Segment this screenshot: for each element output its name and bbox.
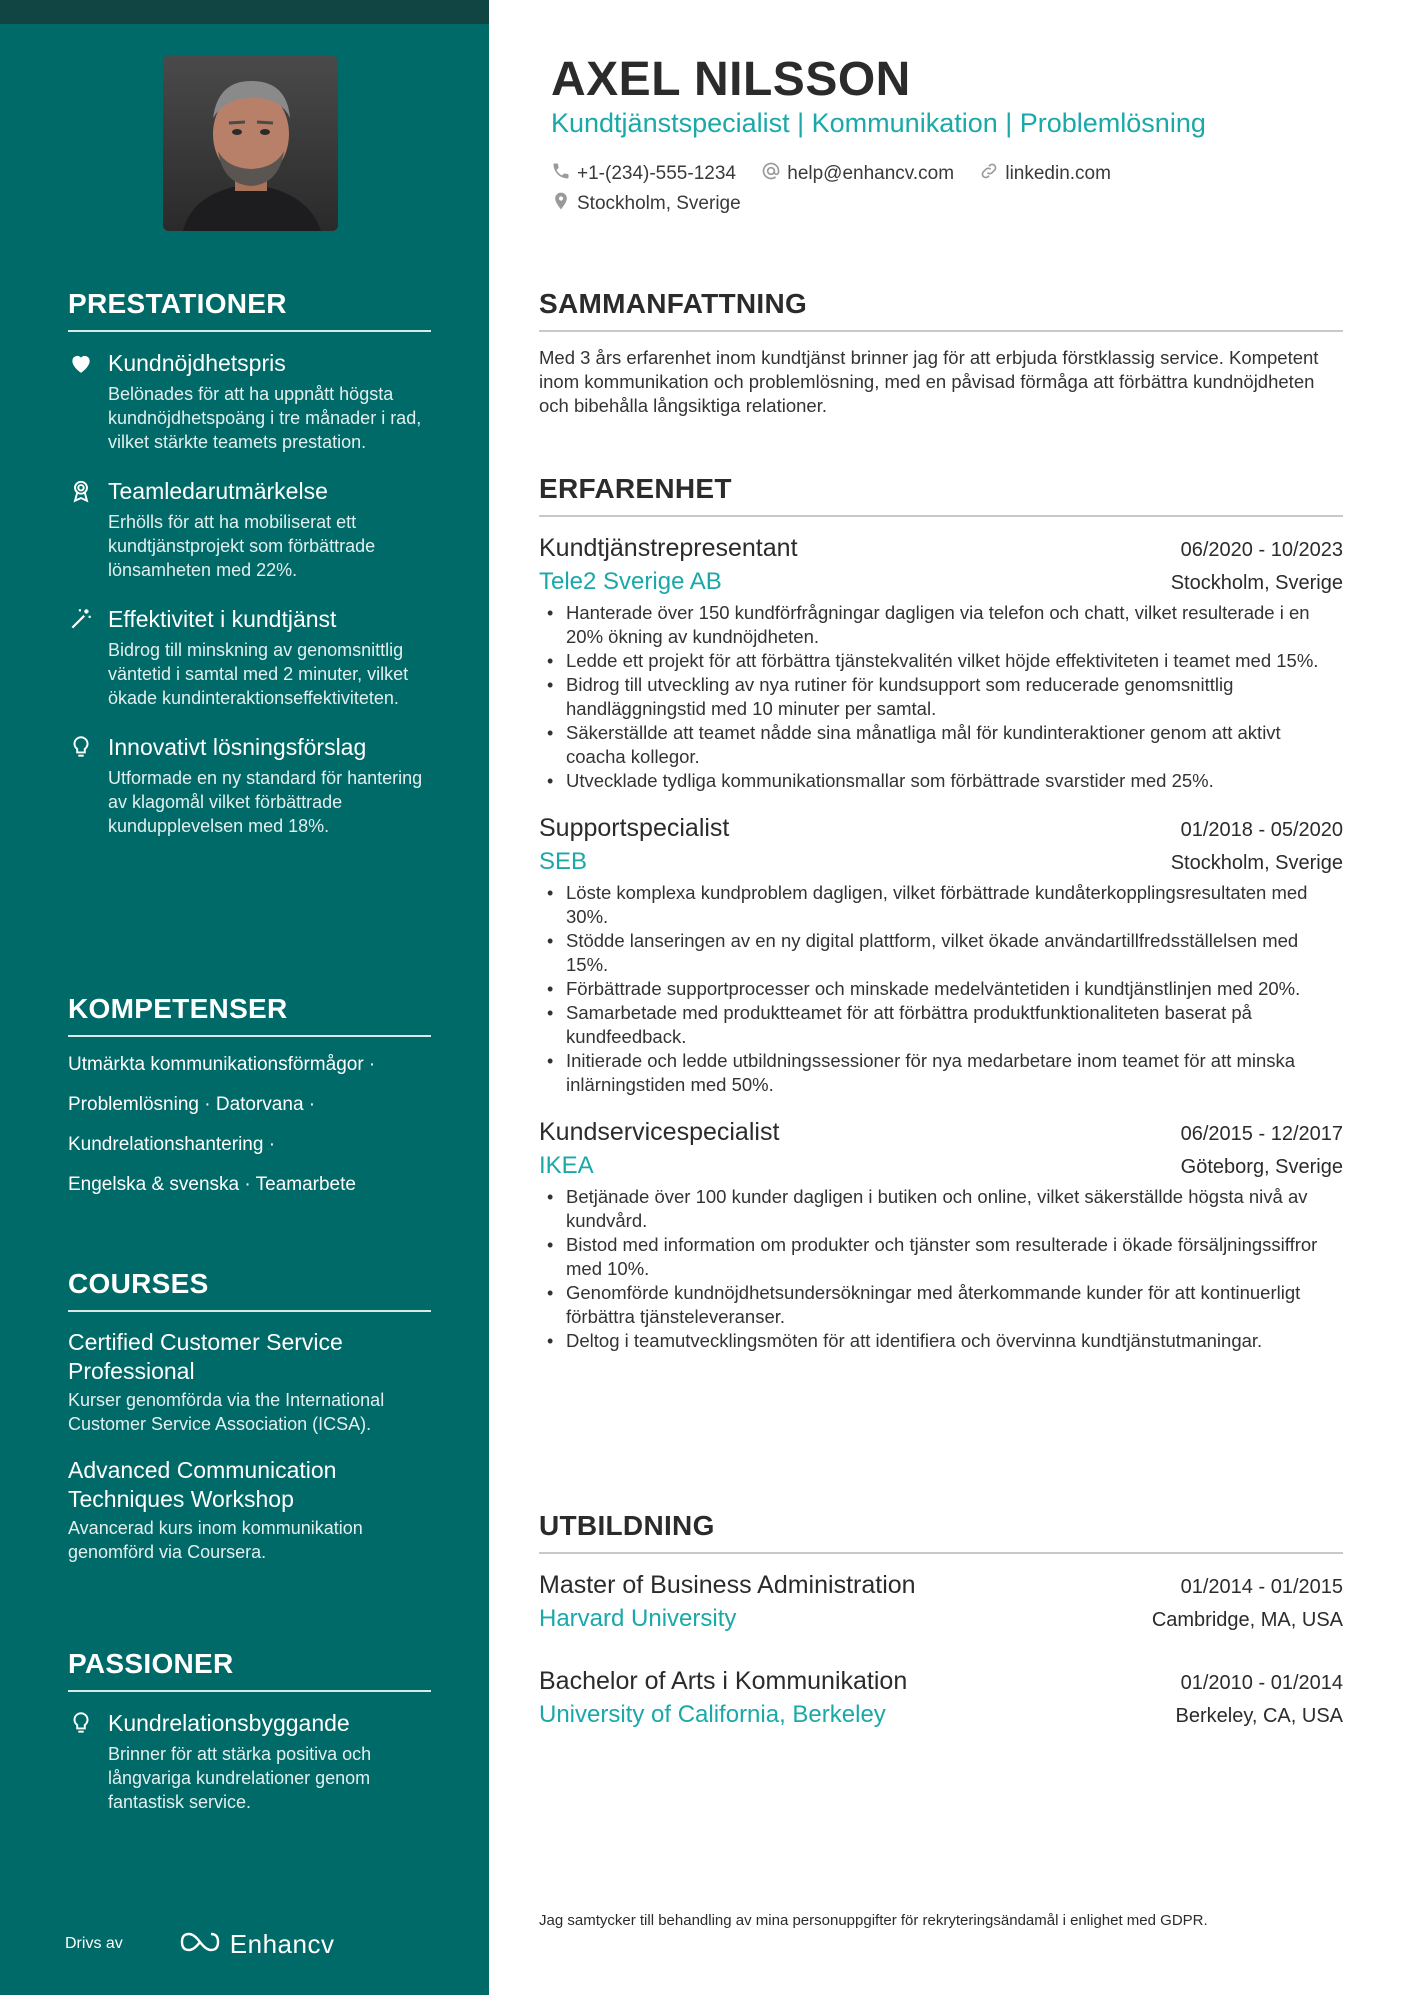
education-entry <box>539 1664 1343 1732</box>
phone-contact[interactable] <box>551 160 736 188</box>
enhancv-logo[interactable] <box>178 1929 335 1960</box>
job-location: Göteborg, Sverige <box>1180 1156 1343 1178</box>
summary-heading: SAMMANFATTNING <box>539 288 1343 332</box>
sidebar <box>0 0 489 1995</box>
job-bullet: • Utvecklade tydliga kommunikationsmallar som förbättrade svarstider med 25%. <box>539 769 1343 793</box>
brand-name: Enhancv <box>229 1928 335 1959</box>
course-item <box>68 1328 431 1436</box>
course-desc: Kurser genomförda via the International Customer Service Association (ICSA). <box>68 1390 385 1434</box>
job-location: Stockholm, Sverige <box>1170 572 1343 594</box>
achievement-item <box>68 476 431 582</box>
courses-heading: COURSES <box>68 1268 431 1312</box>
job-bullet: • Ledde ett projekt för att förbättra tjänstekvalitén vilket höjde effektiviteten i teamet med 15%. <box>539 649 1343 673</box>
lightbulb-icon <box>68 734 94 760</box>
job-bullets <box>539 601 1343 793</box>
job-title: Supportspecialist <box>539 814 730 842</box>
job-bullet: • Initierade och ledde utbildningssessioner för nya medarbetare inom teamet för att minska inlärningstiden med 50%. <box>539 1049 1343 1097</box>
passions-section <box>68 1648 431 1814</box>
skill-line: Engelska & svenska · Teamarbete <box>68 1174 356 1195</box>
job-entry <box>539 811 1343 1097</box>
job-entry <box>539 1115 1343 1353</box>
skill-line: Utmärkta kommunikationsförmågor · <box>68 1054 376 1075</box>
job-dates: 06/2015 - 12/2017 <box>1180 1123 1343 1145</box>
passion-item <box>68 1708 431 1814</box>
experience-heading: ERFARENHET <box>539 473 1343 517</box>
heart-icon <box>68 350 94 376</box>
school-location: Berkeley, CA, USA <box>1175 1705 1343 1727</box>
job-company: SEB <box>539 848 588 875</box>
achievement-desc: Utformade en ny standard för hantering av klagomål vilket förbättrade kundupplevelsen med 18%. <box>108 768 423 836</box>
location-contact <box>551 190 741 218</box>
job-bullet: • Löste komplexa kundproblem dagligen, vilket förbättrade kundåterkopplingsresultaten med 30%. <box>539 881 1343 929</box>
achievement-item <box>68 604 431 710</box>
achievement-title: Innovativt lösningsförslag <box>108 734 367 760</box>
achievement-title: Teamledarutmärkelse <box>108 478 328 504</box>
email-text: help@enhancv.com <box>787 163 955 184</box>
passions-heading: PASSIONER <box>68 1648 431 1692</box>
achievements-section <box>68 288 431 838</box>
job-bullet: • Deltog i teamutvecklingsmöten för att identifiera och övervinna kundtjänstutmaningar. <box>539 1329 1343 1353</box>
email-contact[interactable] <box>761 160 954 188</box>
job-bullet: • Hanterade över 150 kundförfrågningar dagligen via telefon och chatt, vilket resulterade i en 20% ökning av kundnöjdheten. <box>539 601 1343 649</box>
job-bullet: • Bidrog till utveckling av nya rutiner för kundsupport som reducerade genomsnittlig handläggningstid med 10 minuter per samtal. <box>539 673 1343 721</box>
achievement-item <box>68 732 431 838</box>
courses-section <box>68 1268 431 1564</box>
education-entry <box>539 1568 1343 1636</box>
lightbulb-icon <box>68 1710 94 1736</box>
job-bullets <box>539 1185 1343 1353</box>
location-pin-icon <box>551 191 577 217</box>
job-title: Kundtjänstrepresentant <box>539 534 798 562</box>
degree-title: Bachelor of Arts i Kommunikation <box>539 1667 908 1695</box>
education-heading: UTBILDNING <box>539 1510 1343 1554</box>
job-company: Tele2 Sverige AB <box>539 568 722 595</box>
job-bullet: • Säkerställde att teamet nådde sina månatliga mål för kundinteraktioner genom att aktivt coacha kollegor. <box>539 721 1343 769</box>
education-section <box>539 1510 1343 1732</box>
course-title: Certified Customer Service Professional <box>68 1329 343 1384</box>
gdpr-consent: Jag samtycker till behandling av mina personuppgifter för rekryteringsändamål i enlighet med GDPR. <box>539 1912 1208 1929</box>
achievement-title: Kundnöjdhetspris <box>108 350 286 376</box>
passion-desc: Brinner för att stärka positiva och långvariga kundrelationer genom fantastisk service. <box>108 1744 372 1812</box>
education-dates: 01/2014 - 01/2015 <box>1180 1576 1343 1598</box>
school-name: University of California, Berkeley <box>539 1701 886 1728</box>
award-icon <box>68 478 94 504</box>
skills-heading: KOMPETENSER <box>68 993 431 1037</box>
summary-section <box>539 288 1343 418</box>
achievement-desc: Belönades för att ha uppnått högsta kundnöjdhetspoäng i tre månader i rad, vilket stärkte teamets prestation. <box>108 384 422 452</box>
job-bullet: • Genomförde kundnöjdhetsundersökningar med återkommande kunder för att kontinuerligt förbättra tjänsteleveranser. <box>539 1281 1343 1329</box>
link-icon <box>979 161 1005 187</box>
candidate-name: AXEL NILSSON <box>551 53 911 106</box>
degree-title: Master of Business Administration <box>539 1571 916 1599</box>
achievement-item <box>68 348 431 454</box>
school-location: Cambridge, MA, USA <box>1151 1609 1343 1631</box>
job-bullet: • Stödde lanseringen av en ny digital plattform, vilket ökade användartillfredsställelsen med 15%. <box>539 929 1343 977</box>
achievement-title: Effektivitet i kundtjänst <box>108 606 337 632</box>
job-dates: 06/2020 - 10/2023 <box>1180 539 1343 561</box>
powered-by-label: Drivs av <box>65 1935 123 1952</box>
profile-photo <box>163 56 338 231</box>
education-dates: 01/2010 - 01/2014 <box>1180 1672 1343 1694</box>
course-item <box>68 1456 431 1564</box>
linkedin-text: linkedin.com <box>1005 163 1111 184</box>
job-title: Kundservicespecialist <box>539 1118 780 1146</box>
summary-text: Med 3 års erfarenhet inom kundtjänst brinner jag för att erbjuda förstklassig service. Kompetent inom kommunikation och problemlösning, med en påvisad förmåga att förbättra kundnöjdheten och bibehålla långsiktiga relationer. <box>539 347 1319 416</box>
experience-section <box>539 473 1343 1353</box>
skill-line: Problemlösning · Datorvana · <box>68 1094 316 1115</box>
location-text: Stockholm, Sverige <box>577 193 741 214</box>
candidate-tagline: Kundtjänstspecialist | Kommunikation | Problemlösning <box>551 108 1206 138</box>
school-name: Harvard University <box>539 1605 737 1632</box>
job-location: Stockholm, Sverige <box>1170 852 1343 874</box>
linkedin-contact[interactable] <box>979 160 1111 188</box>
infinity-logo-icon <box>178 1930 222 1959</box>
passion-title: Kundrelationsbyggande <box>108 1710 350 1736</box>
footer-brand <box>65 1926 425 1962</box>
phone-icon <box>551 161 577 187</box>
phone-text: +1-(234)-555-1234 <box>577 163 736 184</box>
contact-info <box>551 160 1331 218</box>
job-bullet: • Samarbetade med produktteamet för att förbättra produktfunktionaliteten baserat på kundfeedback. <box>539 1001 1343 1049</box>
course-title: Advanced Communication Techniques Workshop <box>68 1457 337 1512</box>
at-icon <box>761 161 787 187</box>
skills-section <box>68 993 431 1197</box>
job-bullet: • Betjänade över 100 kunder dagligen i butiken och online, vilket säkerställde högsta nivå av kundvård. <box>539 1185 1343 1233</box>
sidebar-top-strip <box>0 0 489 24</box>
job-entry <box>539 531 1343 793</box>
achievements-heading: PRESTATIONER <box>68 288 431 332</box>
job-bullet: • Förbättrade supportprocesser och minskade medelväntetiden i kundtjänstlinjen med 20%. <box>539 977 1343 1001</box>
magic-wand-icon <box>68 606 94 632</box>
course-desc: Avancerad kurs inom kommunikation genomförd via Coursera. <box>68 1518 363 1562</box>
job-bullet: • Bistod med information om produkter och tjänster som resulterade i ökade försäljningssiffror med 10%. <box>539 1233 1343 1281</box>
skill-line: Kundrelationshantering · <box>68 1134 276 1155</box>
job-bullets <box>539 881 1343 1097</box>
achievement-desc: Bidrog till minskning av genomsnittlig väntetid i samtal med 2 minuter, vilket ökade kundinteraktionseffektiviteten. <box>108 640 409 708</box>
job-company: IKEA <box>539 1152 594 1179</box>
achievement-desc: Erhölls för att ha mobiliserat ett kundtjänstprojekt som förbättrade lönsamheten med 22%. <box>108 512 376 580</box>
job-dates: 01/2018 - 05/2020 <box>1180 819 1343 841</box>
